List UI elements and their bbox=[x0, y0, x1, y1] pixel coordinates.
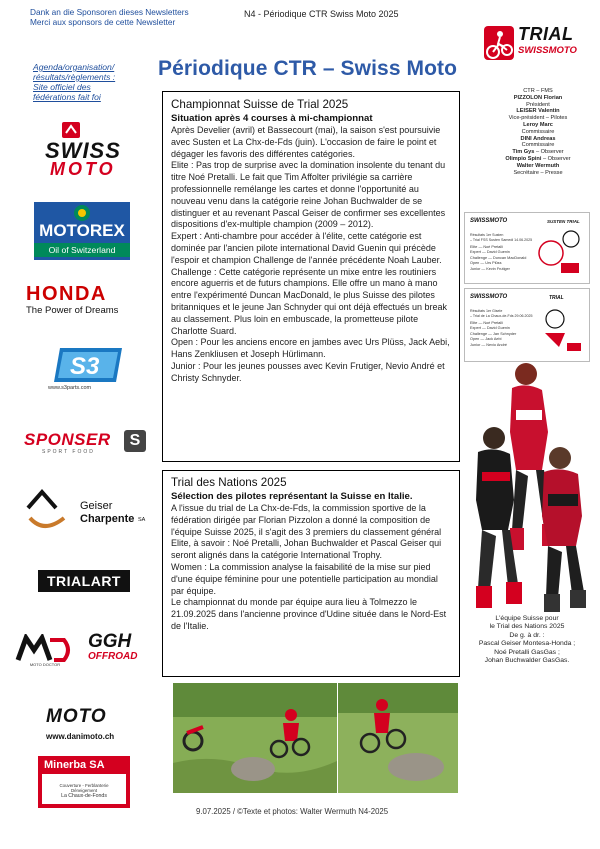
committee-role: Président bbox=[526, 101, 550, 108]
caption-line: Pascal Geiser Montesa-Honda ; bbox=[478, 640, 576, 648]
article-trial-des-nations bbox=[162, 470, 460, 677]
sheet-cat: Open bbox=[470, 337, 480, 342]
result-sheet-susten[interactable] bbox=[464, 212, 590, 284]
sponsor-swissmoto[interactable] bbox=[20, 122, 142, 182]
agenda-line: Site officiel des bbox=[33, 82, 91, 92]
rider-front bbox=[542, 447, 586, 612]
riders-caption bbox=[460, 615, 594, 665]
sheet-cat: Elite bbox=[470, 321, 478, 325]
sheet-name: Kevin Frutiger bbox=[486, 266, 510, 271]
ggh-offroad: OFFROAD bbox=[88, 651, 138, 662]
article-paragraph: Challenge : Cette catégorie représente un mixe entre les routiniers encore aguerris et de futurs champions. Elle offre un mano à mano entre l'expérimenté Duncan MacDonald, le plus Suisse des pilotes britanniques et le jeune Jan Schnyder qui ont déjà effectués un break au classement. Plus loin en embuscade, la prometteuse pilote Charlotte Suard. bbox=[171, 266, 448, 336]
s3-logo-icon bbox=[48, 344, 132, 386]
motorex-emblem-icon bbox=[70, 204, 94, 222]
sheet-name: Urs Plüss bbox=[485, 261, 502, 266]
sheet-cat: Expert bbox=[470, 250, 481, 255]
sheet-name: Noé Pretalli bbox=[483, 321, 503, 325]
article-title: Championnat Suisse de Trial 2025 bbox=[171, 98, 349, 111]
article-paragraph: Open : Pour les anciens encore en jambes avec Urs Plüss, Jack Aebi, Hans Zenkliusen et Joseph Hürlimann. bbox=[171, 337, 450, 360]
trial-word: TRIAL bbox=[518, 24, 574, 44]
sheet-badge: SUSTEN TRIAL bbox=[547, 219, 580, 224]
sheet-illustration-icon bbox=[537, 227, 585, 279]
s3-url: www.s3parts.com bbox=[48, 385, 92, 391]
committee-name: Leroy Marc bbox=[523, 121, 553, 128]
sheet-name: Duncan MacDonald bbox=[493, 255, 527, 260]
sheet-badge: TRIAL bbox=[549, 295, 564, 301]
danimoto-word: MOTO bbox=[46, 706, 107, 727]
result-sheet-chaux-de-fonds[interactable] bbox=[464, 288, 590, 362]
sponsor-s3[interactable] bbox=[48, 344, 132, 394]
article-paragraph: Après Develier (avril) et Bassecourt (mai), la saison s'est poursuivie avec Susten et La Chx-de-Fds (juin). L'occasion de faire le point et dégager les favoris des différentes catégories. bbox=[171, 125, 441, 159]
sponser-word: SPONSER bbox=[24, 430, 111, 449]
minerba-service: Couverture - Ferblanterie bbox=[59, 783, 109, 788]
sponsor-thanks bbox=[30, 7, 240, 27]
thanks-de: Dank an die Sponsoren dieses Newsletters bbox=[30, 7, 189, 17]
sheet-cat: Junior bbox=[470, 342, 481, 347]
sheet-name: Noé Pretalli bbox=[483, 245, 503, 249]
sheet-heading: – Trial FSS Susten Samedi 14.06.2025 bbox=[470, 238, 533, 242]
caption-line: De g. à dr. : bbox=[509, 631, 545, 639]
committee-role: – Observer bbox=[542, 155, 571, 162]
article-championnat bbox=[162, 91, 460, 462]
swissmoto-badge-icon bbox=[62, 122, 80, 138]
sheet-cat: Challenge bbox=[470, 331, 488, 336]
sponsor-honda[interactable] bbox=[26, 284, 150, 316]
thanks-fr: Merci aux sponsors de cette Newsletter bbox=[30, 17, 176, 27]
page-title: Périodique CTR – Swiss Moto bbox=[158, 57, 458, 80]
sheet-cat: Elite bbox=[470, 245, 478, 249]
motorex-tagline: Oil of Switzerland bbox=[34, 243, 130, 257]
motorex-word: MOTOREX bbox=[39, 221, 125, 240]
article-paragraph: Women : La commission analyse la faisabilité de la mise sur pied d'une équipe féminine pour une potentielle participation au mondial par équipe. bbox=[171, 561, 438, 596]
sheet-illustration-icon bbox=[539, 303, 585, 357]
moto-doctor-logo-icon bbox=[14, 634, 76, 664]
trial-action-photo-1 bbox=[173, 683, 337, 793]
sponsor-motorex[interactable] bbox=[34, 202, 130, 260]
honda-word: HONDA bbox=[26, 283, 107, 305]
honda-tagline: The Power of Dreams bbox=[26, 305, 119, 316]
sponsor-trialart[interactable] bbox=[38, 570, 130, 592]
sheet-name: Jack Aebi bbox=[485, 337, 502, 342]
sponsor-sponser[interactable] bbox=[24, 430, 150, 456]
sheet-cat: Challenge bbox=[470, 255, 488, 260]
agenda-line: Agenda/organisation/ bbox=[33, 62, 115, 72]
sponsor-geiser-charpente[interactable] bbox=[24, 488, 150, 536]
article-subtitle: Situation après 4 courses à mi-championnat bbox=[171, 113, 373, 124]
agenda-note[interactable] bbox=[33, 62, 153, 102]
sponsor-ggh[interactable] bbox=[88, 632, 144, 668]
sheet-rows: Elite — Noé Pretalli Expert — David Guenin Challenge — Duncan MacDonald Open — Urs Plüss Junior — Kevin Frutiger bbox=[470, 245, 527, 271]
page-footer: 9.07.2025 / ©Texte et photos: Walter Wermuth N4-2025 bbox=[196, 807, 389, 816]
sheet-heading: – Trial de La Chaux-de-Fds 29.06.2025 bbox=[470, 314, 533, 318]
committee-name: Olimpio Spini bbox=[505, 155, 542, 162]
sheet-name: David Guenin bbox=[486, 250, 510, 255]
article-paragraph: A l'issue du trial de La Chx-de-Fds, la commission sportive de la fédération dirigée par Florian Pizzolon a donné la composition de l'équipe Suisse 2025, il s'agit des 3 premiers du classement général Elite, à savoir : Noé Pretalli, Johan Buchwalder et Pascal Geiser qui seront alignés dans la catégorie International Trophy. bbox=[171, 503, 442, 561]
swissmoto-swiss: SWISS bbox=[45, 138, 121, 163]
committee-role: Commissaire bbox=[521, 142, 555, 149]
caption-line: Johan Buchwalder GasGas. bbox=[484, 657, 570, 665]
sponser-tagline: SPORT FOOD bbox=[42, 449, 95, 455]
article-paragraph: Le championnat du monde par équipe aura lieu à Tolmezzo le 21.09.2025 dans l'ancienne province d'Udine située dans le Nord-Est de l'Italie. bbox=[171, 597, 447, 631]
agenda-line: résultats/règlements : bbox=[33, 72, 116, 82]
sheet-name: Jan Schnyder bbox=[493, 331, 517, 336]
caption-line: le Trial des Nations 2025 bbox=[489, 623, 565, 631]
minerba-panel bbox=[42, 774, 126, 804]
geiser-sa: SA bbox=[138, 517, 146, 523]
charpente-word: Charpente bbox=[80, 513, 135, 525]
sheet-cat: Open bbox=[470, 261, 480, 266]
danimoto-url: www.danimoto.ch bbox=[46, 732, 115, 741]
article-paragraph: Elite : Pas trop de surprise avec la domination insolente du tenant du titre Noé Pretalli. Le fait que Tim Affolter privilégie sa carrière professionnelle remélange les cartes et donne l'opportunité au nouveau venu dans la catégorie reine Johan Buchwalder de se distinguer et au revenant Pascal Geiser de confirmer ses excellentes dispositions d'ex-multiple champion (2009 – 2012). bbox=[171, 160, 446, 230]
sheet-cat: Expert bbox=[470, 326, 481, 331]
article-title: Trial des Nations 2025 bbox=[171, 476, 287, 489]
sheet-cat: Junior bbox=[470, 266, 481, 271]
committee-role: CTR – FMS bbox=[523, 88, 553, 94]
committee-role: Vice-président – Pilotes bbox=[508, 115, 568, 122]
swissmoto-word: SWISSMOTO bbox=[518, 45, 577, 56]
sheet-brand: SWISSMOTO bbox=[470, 294, 508, 300]
committee-name: Walter Wermuth bbox=[516, 162, 560, 169]
article-subtitle: Sélection des pilotes représentant la Suisse en Italie. bbox=[171, 491, 413, 502]
swissmoto-moto: MOTO bbox=[50, 159, 116, 179]
geiser-word: Geiser bbox=[80, 500, 113, 512]
trialart-word: TRIALART bbox=[47, 573, 121, 589]
sponsor-danimoto[interactable] bbox=[46, 706, 136, 746]
committee-name: PIZZOLON Florian bbox=[513, 94, 563, 101]
minerba-word: Minerba SA bbox=[44, 759, 105, 771]
caption-line: L'équipe Suisse pour bbox=[495, 615, 559, 622]
caption-line: Noé Pretalli GasGas ; bbox=[494, 648, 560, 656]
article-paragraph: Expert : Anti-chambre pour accéder à l'élite, cette catégorie est dominée par l'ancien pilote international David Guenin qui précède l'espoir et champion Challenge de l'année précédente Noah Lauber. bbox=[171, 231, 442, 265]
article-paragraph: Junior : Pour les jeunes pousses avec Kevin Frutiger, Nevio André et Christy Schnyder. bbox=[171, 360, 445, 383]
agenda-line: fédérations fait foi bbox=[33, 92, 101, 102]
trial-action-photo-2 bbox=[338, 683, 458, 793]
issue-title: N4 - Périodique CTR Swiss Moto 2025 bbox=[244, 9, 399, 19]
sheet-name: Nevio André bbox=[486, 342, 507, 347]
sheet-brand: SWISSMOTO bbox=[470, 218, 508, 224]
trial-swissmoto-logo bbox=[484, 24, 588, 74]
geiser-roof-icon bbox=[24, 488, 72, 532]
ggh-word: GGH bbox=[88, 631, 132, 652]
sheet-name: David Guenin bbox=[486, 326, 510, 331]
committee-name: LEISER Valentin bbox=[516, 108, 560, 115]
committee-role: Secrétaire – Presse bbox=[513, 169, 563, 176]
committee-name: DINI Andreas bbox=[520, 135, 556, 142]
committee-name: Tim Gys bbox=[512, 149, 535, 156]
sponsor-minerba[interactable] bbox=[38, 756, 130, 808]
sheet-heading: Résultats 1er Susten bbox=[470, 233, 504, 237]
sponser-s-icon: S bbox=[124, 430, 146, 452]
svg-text:S3: S3 bbox=[70, 353, 100, 380]
minerba-service: Déneigement bbox=[70, 788, 98, 793]
moto-doctor-tag: MOTO DOCTOR bbox=[29, 662, 61, 667]
committee-role: Commissaire bbox=[521, 128, 555, 135]
trial-rider-icon bbox=[484, 26, 514, 60]
sheet-heading: Résultats 1er Gisele bbox=[470, 309, 503, 313]
sponsor-moto-doctor[interactable] bbox=[14, 634, 76, 668]
sheet-rows: Elite — Noé Pretalli Expert — David Guenin Challenge — Jan Schnyder Open — Jack Aebi Junior — Nevio André bbox=[470, 321, 517, 347]
committee-list bbox=[486, 88, 590, 176]
riders-photo bbox=[456, 360, 594, 614]
minerba-city: La Chaux-de-Fonds bbox=[61, 793, 107, 799]
committee-role: – Observer bbox=[535, 149, 564, 156]
